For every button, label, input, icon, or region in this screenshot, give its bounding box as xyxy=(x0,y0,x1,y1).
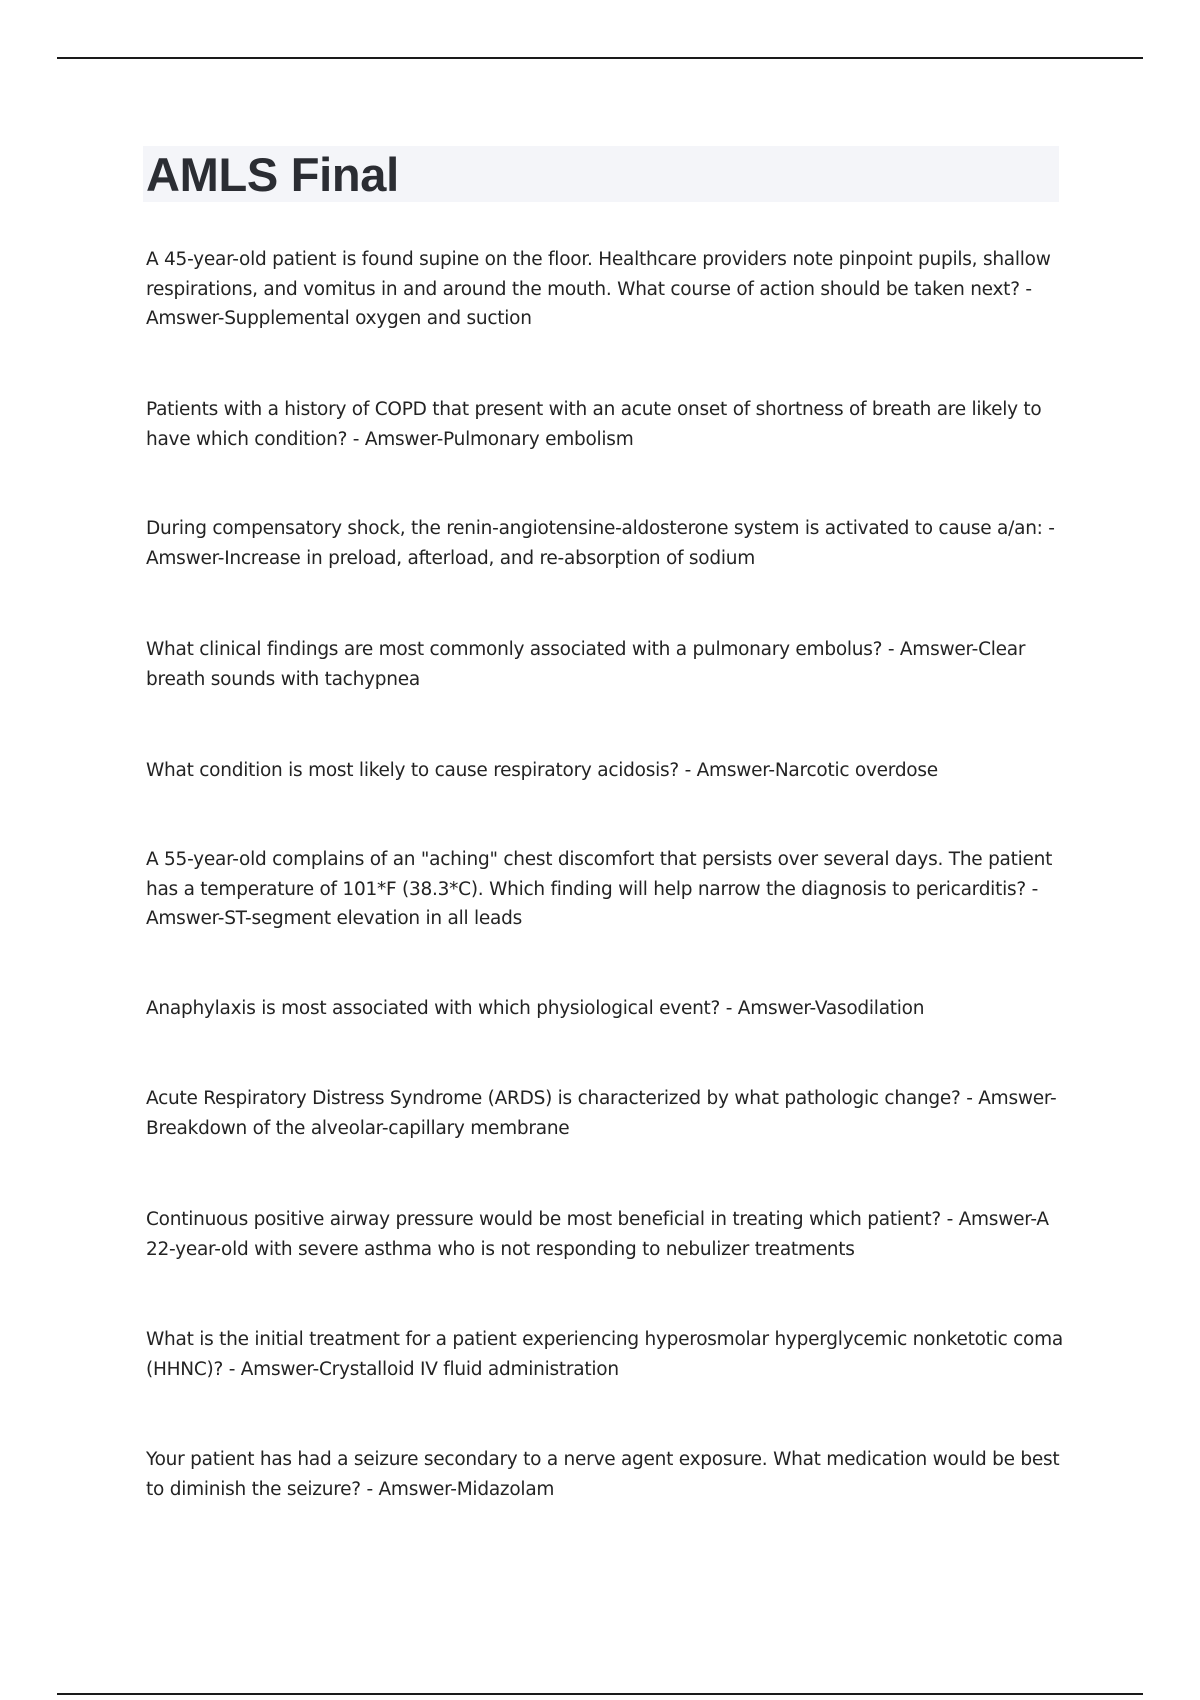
document-title: AMLS Final xyxy=(146,147,399,201)
qa-item-11: Your patient has had a seizure secondary to a nerve agent exposure. What medication would be best to diminish the seizure? - Amswer-Midazolam xyxy=(146,1449,1060,1500)
question-10: What is the initial treatment for a patient experiencing hyperosmolar hyperglycemic nonketotic coma (HHNC)? xyxy=(146,1329,1063,1380)
question-1: A 45-year-old patient is found supine on the floor. Healthcare providers note pinpoint pupils, shallow respirations, and vomitus in and around the mouth. What course of action should be taken next? xyxy=(146,249,1051,300)
top-rule xyxy=(57,57,1143,59)
qa-item-5: What condition is most likely to cause respiratory acidosis? - Amswer-Narcotic overdose xyxy=(146,760,938,781)
qa-item-1: A 45-year-old patient is found supine on the floor. Healthcare providers note pinpoint pupils, shallow respirations, and vomitus in and around the mouth. What course of action should be taken next? - Amswer-Supplemental oxygen and suction xyxy=(146,249,1051,329)
qa-item-3: During compensatory shock, the renin-angiotensine-aldosterone system is activated to cause a/an: - Amswer-Increase in preload, afterload, and re-absorption of sodium xyxy=(146,518,1055,569)
answer-2: Pulmonary embolism xyxy=(443,428,634,450)
question-2: Patients with a history of COPD that present with an acute onset of shortness of breath are likely to have which condition? xyxy=(146,399,1042,450)
answer-7: Vasodilation xyxy=(814,998,925,1019)
question-7: Anaphylaxis is most associated with which physiological event? xyxy=(146,998,721,1019)
title-band xyxy=(143,146,1059,202)
qa-item-2: Patients with a history of COPD that present with an acute onset of shortness of breath are likely to have which condition? - Amswer-Pulmonary embolism xyxy=(146,399,1042,450)
qa-item-6: A 55-year-old complains of an "aching" chest discomfort that persists over several days. The patient has a temperature of 101*F (38.3*C). Which finding will help narrow the diagnosis to pericarditis? - Amswer-ST-segment elevation in all leads xyxy=(146,849,1053,929)
answer-1: Supplemental oxygen and suction xyxy=(224,308,532,329)
qa-item-8: Acute Respiratory Distress Syndrome (ARDS) is characterized by what pathologic change? - Amswer-Breakdown of the alveolar-capillary membrane xyxy=(146,1088,1056,1139)
answer-3: Increase in preload, afterload, and re-absorption of sodium xyxy=(224,547,755,569)
question-4: What clinical findings are most commonly associated with a pulmonary embolus? xyxy=(146,639,883,660)
question-3: During compensatory shock, the renin-angiotensine-aldosterone system is activated to cause a/an: xyxy=(146,518,1043,539)
answer-4: Clear breath sounds with tachypnea xyxy=(146,639,1026,690)
answer-8: Breakdown of the alveolar-capillary membrane xyxy=(146,1117,570,1139)
qa-item-9: Continuous positive airway pressure would be most beneficial in treating which patient? - Amswer-A 22-year-old with severe asthma who is not responding to nebulizer treatments xyxy=(146,1209,1049,1260)
qa-item-4: What clinical findings are most commonly associated with a pulmonary embolus? - Amswer-Clear breath sounds with tachypnea xyxy=(146,639,1026,690)
answer-5: Narcotic overdose xyxy=(774,760,938,781)
answer-6: ST-segment elevation in all leads xyxy=(224,908,522,929)
qa-item-7: Anaphylaxis is most associated with which physiological event? - Amswer-Vasodilation xyxy=(146,998,925,1019)
qa-item-10: What is the initial treatment for a patient experiencing hyperosmolar hyperglycemic nonketotic coma (HHNC)? - Amswer-Crystalloid IV fluid administration xyxy=(146,1329,1063,1380)
answer-11: Midazolam xyxy=(456,1478,555,1500)
answer-9: A 22-year-old with severe asthma who is not responding to nebulizer treatments xyxy=(146,1209,1049,1260)
bottom-rule xyxy=(57,1693,1143,1695)
question-11: Your patient has had a seizure secondary to a nerve agent exposure. What medication would be best to diminish the seizure? xyxy=(146,1449,1060,1500)
question-9: Continuous positive airway pressure would be most beneficial in treating which patient? xyxy=(146,1209,941,1230)
question-6: A 55-year-old complains of an "aching" chest discomfort that persists over several days. The patient has a temperature of 101*F (38.3*C). Which finding will help narrow the diagnosis to pericarditis? xyxy=(146,849,1053,900)
question-5: What condition is most likely to cause respiratory acidosis? xyxy=(146,760,679,781)
answer-10: Crystalloid IV fluid administration xyxy=(318,1358,619,1380)
question-8: Acute Respiratory Distress Syndrome (ARDS) is characterized by what pathologic change? xyxy=(146,1088,961,1109)
